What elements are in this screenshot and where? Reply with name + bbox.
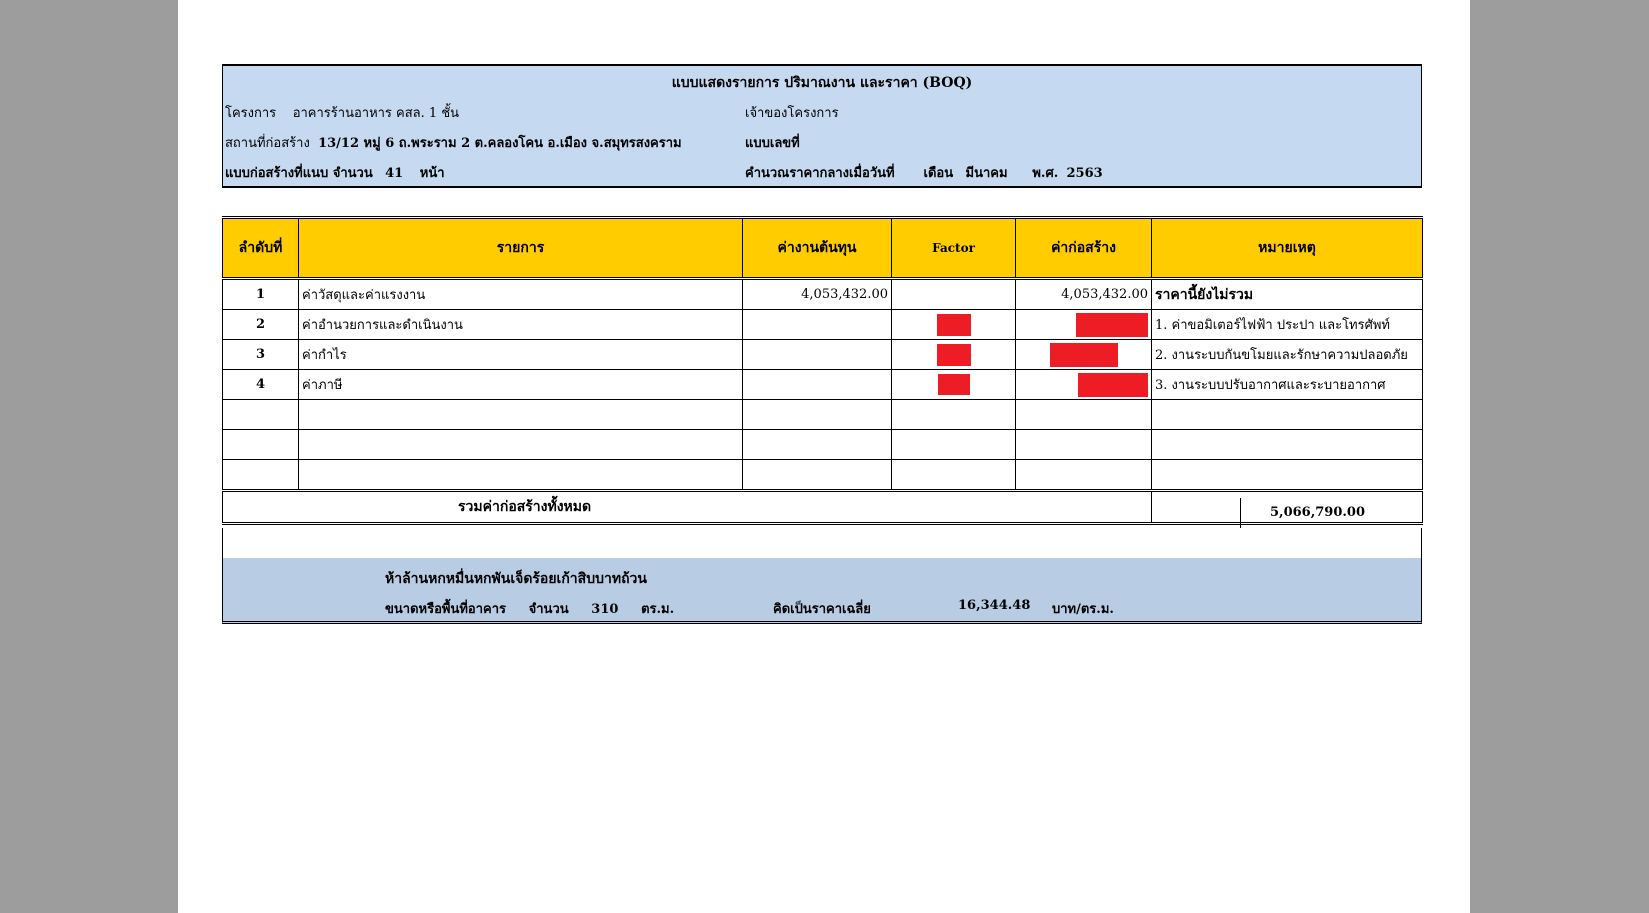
redaction-mark	[1050, 343, 1118, 367]
total-value: 5,066,790.00	[1240, 498, 1368, 528]
row-factor	[892, 370, 1016, 400]
calc-date-line	[745, 162, 1103, 183]
table-row-empty	[223, 460, 1423, 491]
table-row-empty	[223, 430, 1423, 460]
col-header-remark: หมายเหตุ	[1152, 218, 1423, 279]
redaction-mark	[1076, 313, 1148, 337]
table-row	[223, 310, 1423, 340]
row-item: ค่าอำนวยการและดำเนินงาน	[299, 310, 743, 340]
row-cost	[743, 370, 892, 400]
total-label-cell	[223, 491, 1152, 524]
table-row	[223, 340, 1423, 370]
row-item: ค่ากำไร	[299, 340, 743, 370]
redaction-mark	[937, 314, 971, 336]
row-no: 2	[223, 310, 299, 340]
table-row	[223, 370, 1423, 400]
avg-label: คิดเป็นราคาเฉลี่ย	[773, 602, 871, 617]
area-line	[385, 598, 674, 619]
attached-count: 41	[385, 166, 404, 181]
spacer-row	[222, 528, 1422, 558]
document-page	[178, 0, 1470, 913]
project-header	[222, 64, 1422, 188]
row-construction	[1016, 340, 1152, 370]
avg-value: 16,344.48	[958, 598, 1031, 613]
plan-number-label: แบบเลขที่	[745, 136, 800, 151]
summary-band	[222, 558, 1422, 624]
amount-in-words: ห้าล้านหกหมื่นหกพันเจ็ดร้อยเก้าสิบบาทถ้วน	[385, 571, 647, 587]
redaction-mark	[937, 344, 971, 366]
area-unit: ตร.ม.	[641, 602, 675, 617]
month-value: มีนาคม	[965, 166, 1008, 181]
calc-label: คำนวณราคากลางเมื่อวันที่	[745, 166, 895, 181]
year-label: พ.ศ.	[1032, 166, 1059, 181]
attached-label: แบบก่อสร้างที่แนบ จำนวน	[225, 166, 373, 181]
row-factor	[892, 279, 1016, 310]
row-item: ค่าวัสดุและค่าแรงงาน	[299, 279, 743, 310]
year-value: 2563	[1066, 166, 1103, 181]
row-remark: 2. งานระบบกันขโมยและรักษาความปลอดภัย	[1152, 340, 1423, 370]
redaction-mark	[1078, 373, 1148, 397]
col-header-factor: Factor	[892, 218, 1016, 279]
location-line	[225, 132, 682, 153]
project-label: โครงการ	[225, 106, 277, 121]
row-remark: ราคานี้ยังไม่รวม	[1152, 279, 1423, 310]
col-header-no: ลำดับที่	[223, 218, 299, 279]
attached-plans-line	[225, 162, 445, 183]
row-cost	[743, 340, 892, 370]
location-label: สถานที่ก่อสร้าง	[225, 136, 310, 151]
location-value: 13/12 หมู่ 6 ถ.พระราม 2 ต.คลองโคน อ.เมือง จ.สมุทรสงคราม	[318, 136, 682, 151]
attached-unit: หน้า	[419, 166, 445, 181]
row-no: 3	[223, 340, 299, 370]
row-factor	[892, 340, 1016, 370]
col-header-item: รายการ	[299, 218, 743, 279]
table-row	[223, 279, 1423, 310]
row-no: 1	[223, 279, 299, 310]
redaction-mark	[938, 374, 970, 395]
row-factor	[892, 310, 1016, 340]
row-cost: 4,053,432.00	[743, 279, 892, 310]
project-line	[225, 102, 459, 123]
row-construction: 4,053,432.00	[1016, 279, 1152, 310]
boq-table	[222, 216, 1423, 525]
table-row-empty	[223, 400, 1423, 430]
total-label: รวมค่าก่อสร้างทั้งหมด	[458, 499, 592, 515]
row-remark: 3. งานระบบปรับอากาศและระบายอากาศ	[1152, 370, 1423, 400]
row-no: 4	[223, 370, 299, 400]
row-construction	[1016, 370, 1152, 400]
area-count-label: จำนวน	[528, 602, 569, 617]
col-header-cost: ค่างานต้นทุน	[743, 218, 892, 279]
area-label: ขนาดหรือพื้นที่อาคาร	[385, 602, 506, 617]
row-remark: 1. ค่าขอมิเตอร์ไฟฟ้า ประปา และโทรศัพท์	[1152, 310, 1423, 340]
month-label: เดือน	[923, 166, 954, 181]
owner-label: เจ้าของโครงการ	[745, 106, 839, 121]
row-item: ค่าภาษี	[299, 370, 743, 400]
document-title: แบบแสดงรายการ ปริมาณงาน และราคา (BOQ)	[671, 75, 973, 91]
row-cost	[743, 310, 892, 340]
area-value: 310	[591, 602, 619, 617]
col-header-construction: ค่าก่อสร้าง	[1016, 218, 1152, 279]
project-value: อาคารร้านอาหาร คสล. 1 ชั้น	[292, 106, 460, 121]
row-construction	[1016, 310, 1152, 340]
avg-unit: บาท/ตร.ม.	[1052, 602, 1114, 617]
table-header-row	[223, 218, 1423, 279]
